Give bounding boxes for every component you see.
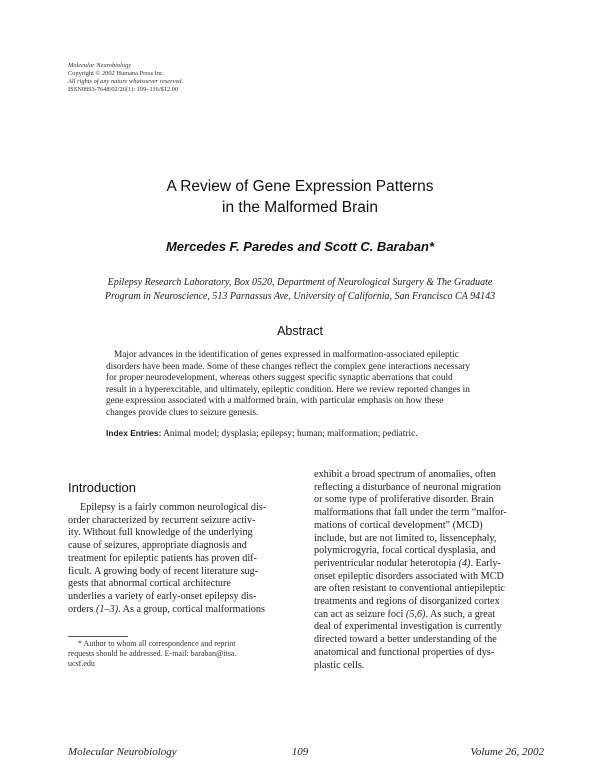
body-line: treatment for epileptic patients has proven dif- — [68, 552, 257, 564]
abstract-line: gene expression associated with a malformed brain, with particular emphasis on how these — [106, 396, 444, 406]
abstract-line: disorders have been made. Some of these changes reflect the complex gene interactions necessary — [106, 361, 470, 372]
body-text: . As such, a great — [425, 608, 496, 620]
body-line: treatments and regions of disorganized cortex — [314, 596, 500, 608]
abstract-line: for proper neurodevelopment, whereas others suggest specific synaptic aberrations that could — [106, 373, 453, 383]
body-line: reflecting a disturbance of neuronal migration — [314, 481, 501, 493]
rights-line: All rights of any nature whatsoever reserved. — [68, 78, 184, 85]
page-number: 109 — [291, 746, 309, 758]
body-line: or some type of proliferative disorder. Brain — [314, 494, 494, 506]
body-line — [68, 604, 300, 617]
reference-citation: (4) — [458, 557, 471, 569]
journal-name: Molecular Neurobiology — [68, 62, 132, 69]
abstract-line: Major advances in the identification of genes expressed in malformation-associated epileptic — [114, 350, 459, 360]
index-entries — [106, 428, 506, 439]
footnote-line: ucsf.edu — [68, 659, 95, 668]
body-line: anatomical and functional properties of dys- — [314, 646, 495, 658]
footer-volume: Volume 26, 2002 — [470, 746, 544, 758]
reference-citation: (5,6) — [405, 608, 426, 620]
body-line: deal of experimental investigation is currently — [314, 621, 502, 633]
footer-journal: Molecular Neurobiology — [68, 746, 177, 758]
affiliation — [0, 276, 600, 304]
footnote-line: requests should be addressed. E-mail: baraban@itsa. — [68, 649, 237, 658]
body-text: . As a group, cortical malformations — [118, 603, 265, 615]
body-line: ficult. A growing body of recent literature sug- — [68, 565, 259, 577]
introduction-heading: Introduction — [68, 480, 136, 495]
body-line: directed toward a better understanding of the — [314, 634, 497, 646]
body-line: Epilepsy is a fairly common neurological dis- — [80, 502, 267, 513]
body-line: gests that abnormal cortical architecture — [68, 578, 231, 590]
abstract-heading: Abstract — [277, 324, 323, 338]
footnote-rule — [68, 636, 128, 637]
body-line: ity. Without full knowledge of the underlying — [68, 527, 253, 539]
body-text: orders — [68, 603, 97, 615]
title-line-2: in the Malformed Brain — [222, 199, 378, 216]
body-text: periventricular nodular heterotopia — [314, 557, 459, 569]
footnote — [68, 639, 304, 669]
affiliation-line-1: Epilepsy Research Laboratory, Box 0520, Department of Neurological Surgery & The Graduate — [107, 277, 493, 288]
abstract-line: result in a hyperexcitable, and ultimately, epileptic condition. Here we review reported changes in — [106, 384, 470, 395]
body-text: . Early- — [470, 557, 501, 569]
abstract-line: changes provide clues to seizure genesis. — [106, 407, 259, 418]
footnote-line: * Author to whom all correspondence and reprint — [78, 639, 236, 648]
journal-info — [68, 62, 183, 94]
introduction-left-column — [68, 502, 300, 616]
reference-citation: (1–3) — [96, 603, 119, 615]
issn-line: ISSN0893-7648/02/26(1): 109–116/$12.00 — [68, 86, 179, 93]
affiliation-line-2: Program in Neuroscience, 513 Parnassus Ave, University of California, San Francisco CA 94143 — [104, 291, 496, 302]
body-line: mations of cortical development” (MCD) — [314, 519, 483, 531]
body-line — [314, 558, 546, 571]
body-line: include, but are not limited to, lissencephaly, — [314, 532, 497, 544]
copyright-line: Copyright © 2002 Humana Press Inc. — [68, 70, 165, 77]
introduction-right-column — [314, 469, 546, 672]
body-line: order characterized by recurrent seizure activ- — [68, 514, 256, 526]
authors: Mercedes F. Paredes and Scott C. Baraban* — [165, 239, 435, 254]
body-line: polymicrogyria, focal cortical dysplasia, and — [314, 545, 496, 557]
article-title — [0, 176, 600, 218]
body-text: can act as seizure foci — [314, 608, 406, 620]
body-line: onset epileptic disorders associated with MCD — [314, 570, 504, 582]
body-line: underlies a variety of early-onset epilepsy dis- — [68, 590, 257, 602]
body-line: exhibit a broad spectrum of anomalies, often — [314, 469, 496, 480]
index-entries-label: Index Entries: — [106, 428, 162, 438]
abstract-body — [106, 350, 498, 419]
title-line-1: A Review of Gene Expression Patterns — [166, 178, 434, 195]
body-line — [314, 609, 546, 622]
body-line: are often resistant to conventional antiepileptic — [314, 583, 505, 595]
body-line: plastic cells. — [314, 659, 365, 671]
body-line: malformations that fall under the term “malfor- — [314, 507, 507, 519]
body-line: cause of seizures, appropriate diagnosis and — [68, 540, 247, 552]
index-entries-text: Animal model; dysplasia; epilepsy; human; malformation; pediatric. — [163, 429, 418, 439]
